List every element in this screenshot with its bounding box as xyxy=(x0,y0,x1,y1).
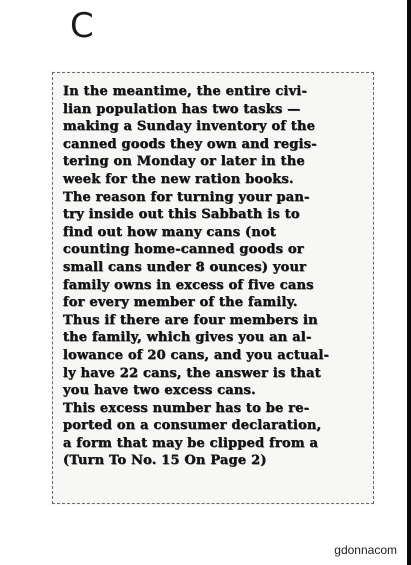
text-line: lowance of 20 cans, and you actual- xyxy=(63,347,330,363)
text-line: for every member of the family. xyxy=(63,295,298,311)
text-line: (Turn To No. 15 On Page 2) xyxy=(63,453,267,469)
text-line: week for the new ration books. xyxy=(63,171,294,187)
handwritten-letter-mark: C xyxy=(70,6,94,46)
text-line: family owns in excess of five cans xyxy=(63,277,314,293)
scan-right-edge xyxy=(407,0,411,565)
text-line: find out how many cans (not xyxy=(63,224,277,240)
text-line: Thus if there are four members in xyxy=(63,312,318,328)
text-line: This excess number has to be re- xyxy=(63,400,310,416)
text-line: ported on a consumer declaration, xyxy=(63,418,322,434)
text-line: try inside out this Sabbath is to xyxy=(63,207,300,223)
text-line: The reason for turning your pan- xyxy=(63,189,310,205)
text-line: small cans under 8 ounces) your xyxy=(63,259,307,275)
newspaper-clipping xyxy=(52,72,374,504)
text-line: making a Sunday inventory of the xyxy=(63,119,316,135)
text-line: counting home-canned goods or xyxy=(63,242,304,258)
text-line: lian population has two tasks — xyxy=(63,101,301,117)
text-line: In the meantime, the entire civi- xyxy=(63,84,308,99)
text-line: the family, which gives you an al- xyxy=(63,330,312,346)
watermark: gdonnacom xyxy=(334,543,397,557)
clipping-text xyxy=(63,83,369,470)
text-line: canned goods they own and regis- xyxy=(63,136,317,152)
text-line: you have two excess cans. xyxy=(63,383,256,399)
text-line: ly have 22 cans, the answer is that xyxy=(63,365,321,381)
text-line: a form that may be clipped from a xyxy=(63,435,319,451)
text-line: tering on Monday or later in the xyxy=(63,154,305,170)
